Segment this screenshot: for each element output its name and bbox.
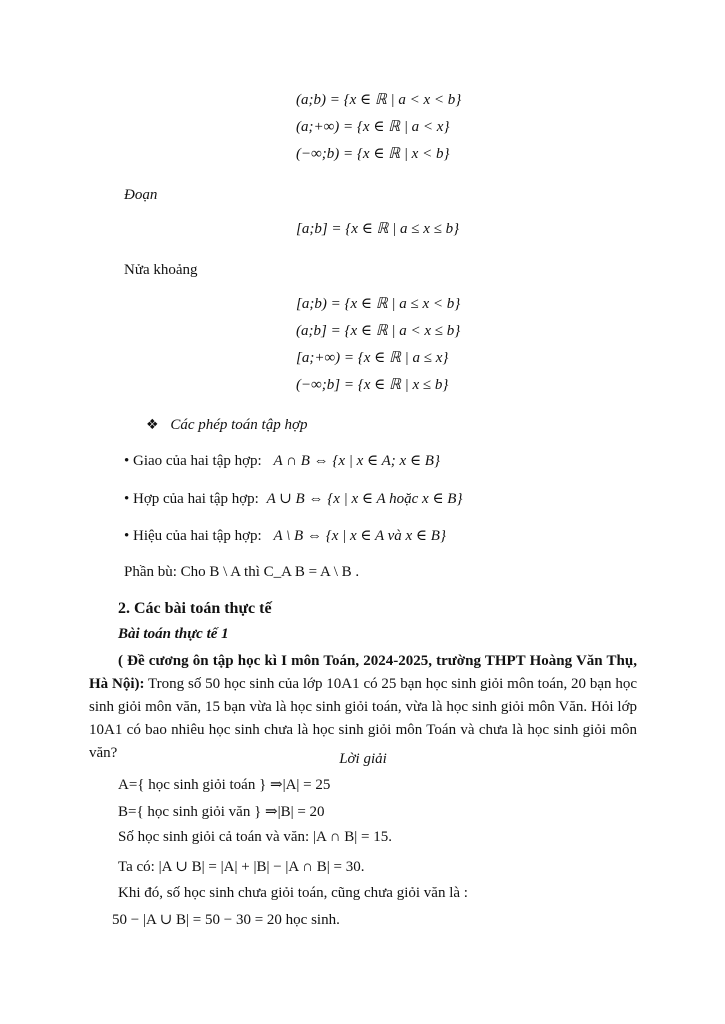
interval-half-3: [a;+∞) = {x ∈ ℝ | a ≤ x} bbox=[296, 350, 449, 366]
operations-heading-text: Các phép toán tập hợp bbox=[170, 417, 308, 433]
solution-line-3: Số học sinh giỏi cả toán và văn: |A ∩ B| = 15. bbox=[118, 829, 393, 845]
solution-line-1: A={ học sinh giỏi toán } ⇒|A| = 25 bbox=[118, 777, 331, 793]
operations-heading bbox=[146, 417, 307, 434]
difference-label: • Hiệu của hai tập hợp: bbox=[124, 528, 262, 544]
problem-text: Trong số 50 học sinh của lớp 10A1 có 25 bạn học sinh giỏi môn toán, 20 bạn học sinh giỏi môn văn, 15 bạn vừa là học sinh giỏi toán, vừa là học sinh giỏi môn Văn. Hỏi lớp 10A1 có bao nhiêu học sinh chưa là học sinh giỏi môn Toán và chưa là học sinh giỏi môn văn? bbox=[89, 676, 637, 761]
intersection-formula: A ∩ B ⇔ {x | x ∈ A; x ∈ B} bbox=[273, 453, 440, 469]
intersection-label: • Giao của hai tập hợp: bbox=[124, 453, 262, 469]
half-interval-label: Nửa khoảng bbox=[124, 262, 198, 278]
interval-open-1: (a;b) = {x ∈ ℝ | a < x < b} bbox=[296, 92, 462, 108]
solution-title: Lời giải bbox=[339, 751, 387, 767]
diamond-bullet-icon: ❖ bbox=[146, 417, 159, 433]
interval-half-2: (a;b] = {x ∈ ℝ | a < x ≤ b} bbox=[296, 323, 461, 339]
union-label: • Hợp của hai tập hợp: bbox=[124, 491, 259, 507]
union-row bbox=[124, 489, 462, 508]
solution-line-5: Khi đó, số học sinh chưa giỏi toán, cũng chưa giỏi văn là : bbox=[118, 885, 468, 901]
difference-row bbox=[124, 526, 446, 545]
interval-segment: [a;b] = {x ∈ ℝ | a ≤ x ≤ b} bbox=[296, 221, 460, 237]
union-formula: A ∪ B ⇔ {x | x ∈ A hoặc x ∈ B} bbox=[266, 491, 463, 507]
interval-half-4: (−∞;b] = {x ∈ ℝ | x ≤ b} bbox=[296, 377, 449, 393]
solution-line-4: Ta có: |A ∪ B| = |A| + |B| − |A ∩ B| = 30. bbox=[118, 859, 365, 875]
intersection-row bbox=[124, 451, 440, 470]
solution-line-6: 50 − |A ∪ B| = 50 − 30 = 20 học sinh. bbox=[112, 912, 340, 928]
section-title: 2. Các bài toán thực tế bbox=[118, 600, 272, 617]
interval-open-3: (−∞;b) = {x ∈ ℝ | x < b} bbox=[296, 146, 450, 162]
problem-paragraph bbox=[89, 650, 637, 765]
problem-source: ( Đề cương ôn tập học kì I môn Toán, 2024-2025, trường THPT Hoàng Văn Thụ, Hà Nội): bbox=[89, 653, 637, 692]
interval-half-1: [a;b) = {x ∈ ℝ | a ≤ x < b} bbox=[296, 296, 461, 312]
complement-line: Phần bù: Cho B \ A thì C_A B = A \ B . bbox=[124, 564, 360, 580]
interval-open-2: (a;+∞) = {x ∈ ℝ | a < x} bbox=[296, 119, 450, 135]
segment-label: Đoạn bbox=[124, 187, 158, 203]
solution-line-2: B={ học sinh giỏi văn } ⇒|B| = 20 bbox=[118, 804, 325, 820]
problem-title: Bài toán thực tế 1 bbox=[118, 626, 229, 642]
difference-formula: A \ B ⇔ {x | x ∈ A và x ∈ B} bbox=[273, 528, 446, 544]
